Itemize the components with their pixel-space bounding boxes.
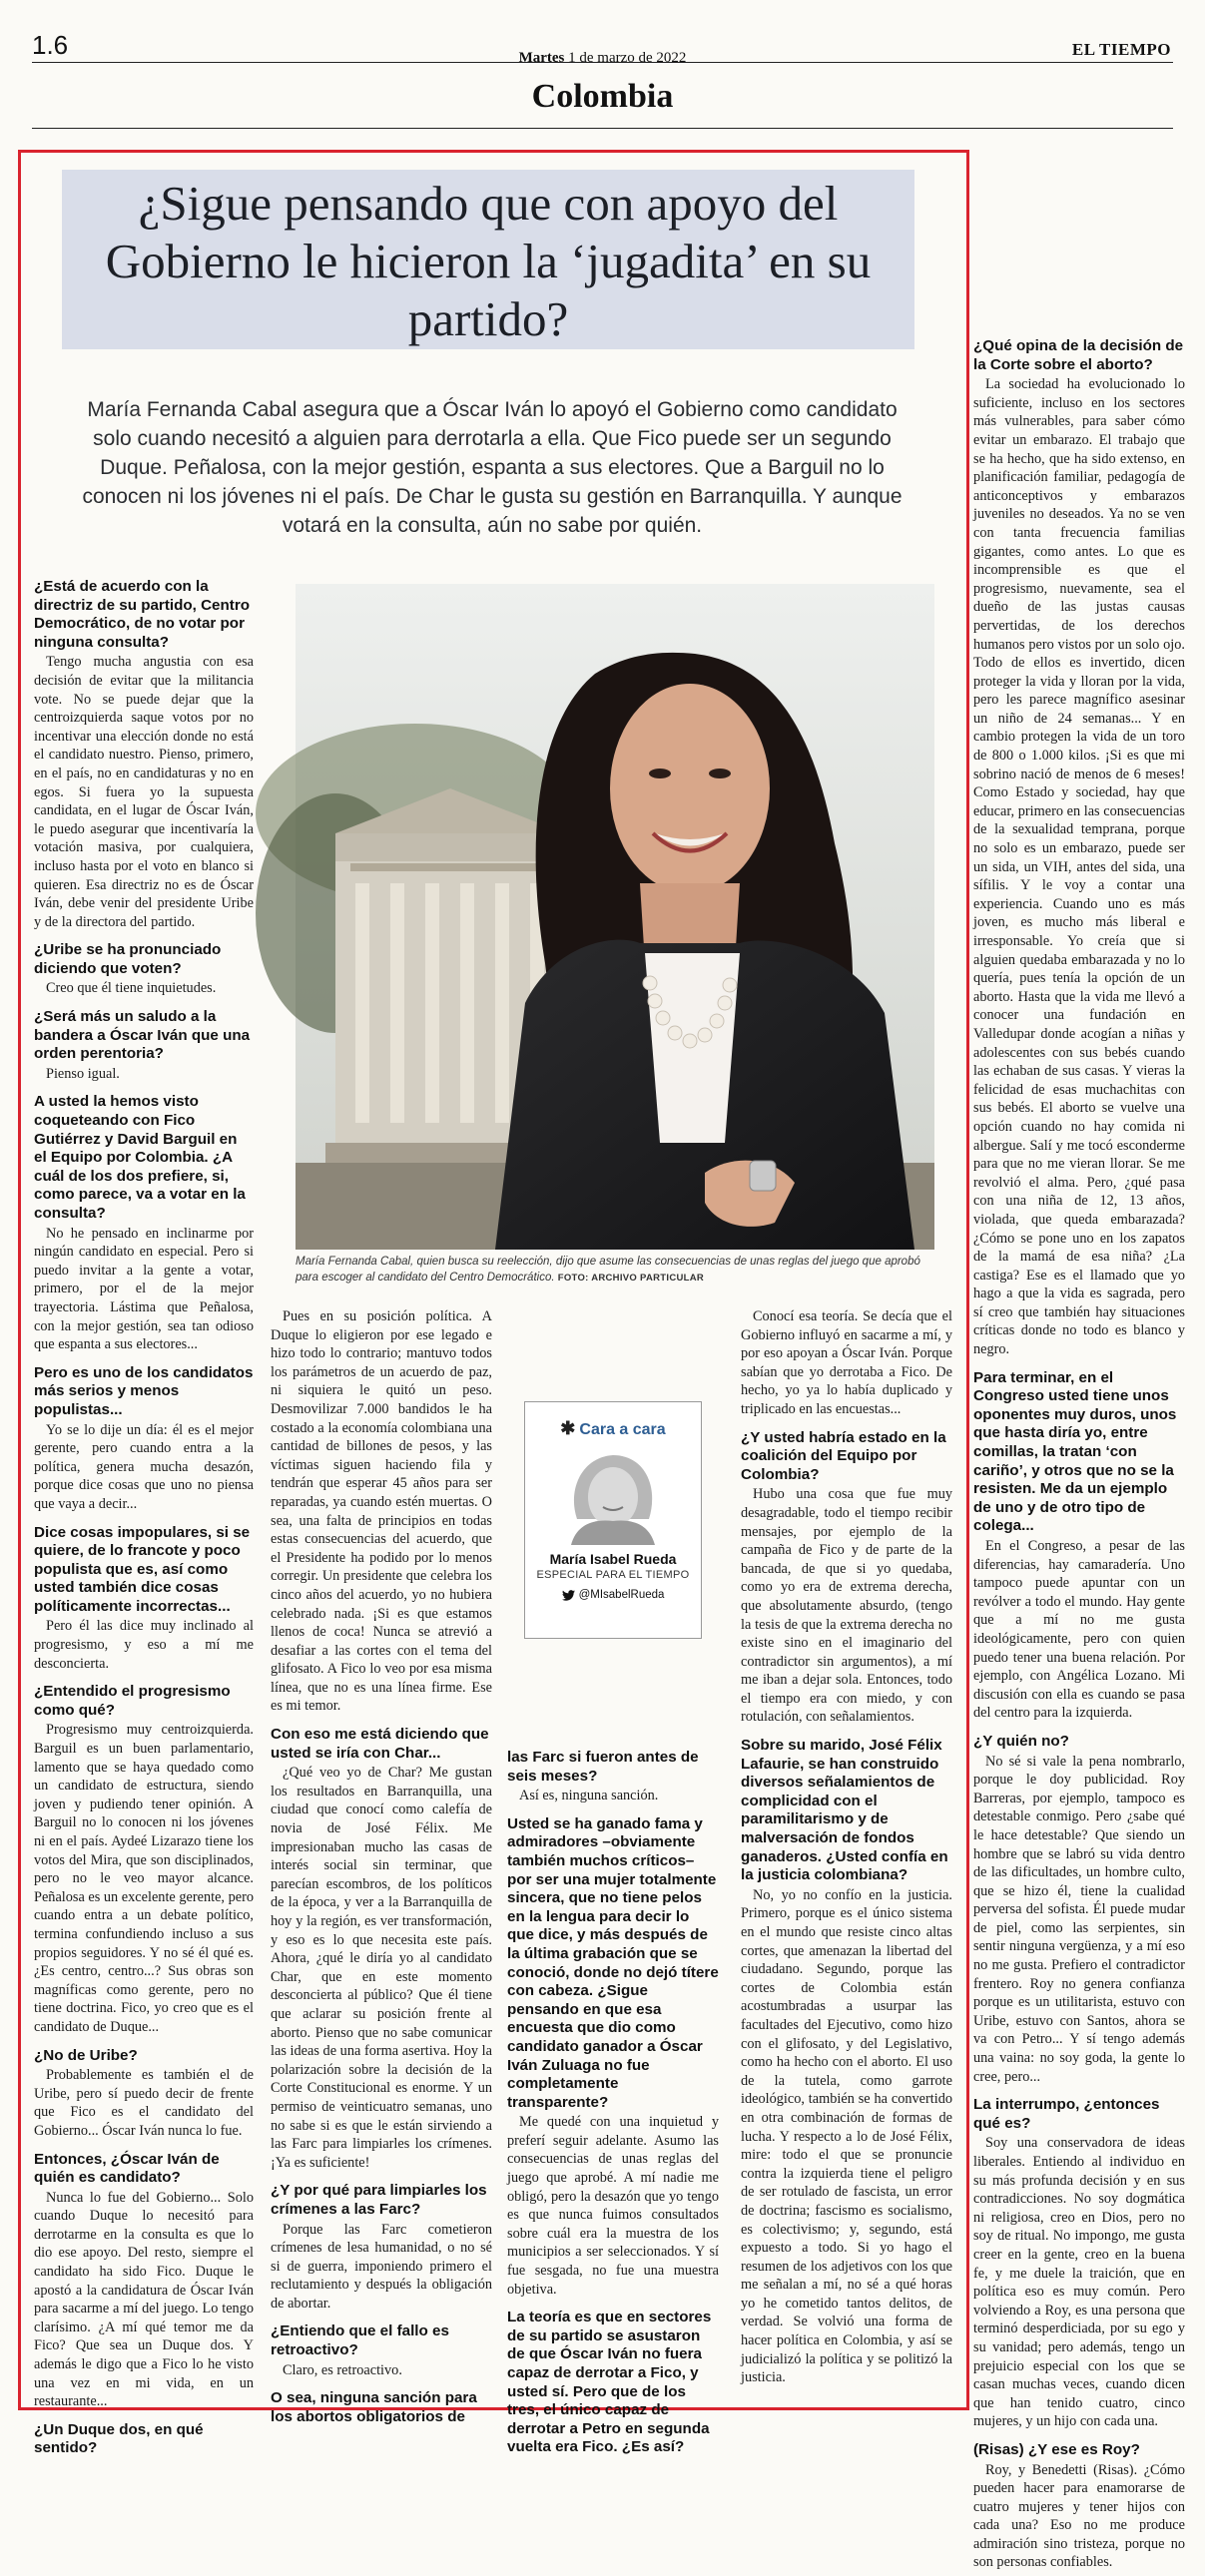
interview-answer: Progresismo muy centroizquierda. Barguil es un buen parlamentario, lamento que se haya quedado como un candidato de estructura, siendo joven y pudiendo tener opinión. A Barguil no lo conocen ni los jóvenes ni en el país. Aydeé Lizarazo tiene los votos del Mira, que son disciplinados, pero no le veo mayor alcance. Peñalosa es un excelente gerente, pero cuando entra a un debate político, termina confundiendo incluso a sus propios seguidores. Y no sé él qué es. ¿Es centro, centro...? Sus obras son magníficas como gerente, pero no tiene doctrina. Fico, yo creo que es el candidato de Duque... [34, 1722, 254, 2035]
headline-box [62, 170, 914, 349]
interview-question: Entonces, ¿Óscar Iván de quién es candidato? [34, 2150, 220, 2187]
author-name: María Isabel Rueda [549, 1551, 677, 1567]
page-number: 1.6 [32, 30, 69, 60]
date-day: Martes [518, 50, 565, 66]
handle-label: @MIsabelRueda [578, 1589, 665, 1601]
byline-card [524, 1401, 702, 1639]
photo-credit: FOTO: ARCHIVO PARTICULAR [557, 1273, 705, 1284]
interview-answer: No he pensado en inclinarme por ningún candidato en especial. Pero si puedo invitar a la gente a votar, primero, por el de la mejor trayectoria. Lástima que Peñalosa, con la mejor gestión, sea tan odioso que espanta a sus electores... [34, 1225, 254, 1353]
column-5 [973, 337, 1185, 2576]
author-handle [525, 1589, 701, 1601]
interview-answer: Probablemente es también el de Uribe, pero sí puedo decir de frente que Fico es el candidato del Gobierno... Óscar Iván nunca lo fue. [34, 2067, 254, 2139]
photo-caption [296, 1254, 934, 1287]
interview-question: A usted la hemos visto coqueteando con Fico Gutiérrez y David Barguil en el Equipo por Colombia. ¿A cuál de los dos prefiere, si, como parece, va a votar en la consulta? [34, 1093, 246, 1222]
interview-question: ¿Será más un saludo a la bandera a Óscar Iván que una orden perentoria? [34, 1008, 251, 1063]
interview-answer: No sé si vale la pena nombrarlo, porque le doy publicidad. Roy Barreras, por ejemplo, tampoco es detestable conmigo. Pero ¿sabe qué le hace detestable? Que siendo un hombre que se labró su vida dentro de las dificultades, un hombre culto, que se hizo él, tiene la cualidad perversa del sofista. Él puede mudar de piel, como las serpientes, sin sentir ninguna vergüenza, y a mí eso no me gusta. Prefiero el contradictor frentero. Roy no genera confianza porque es un utilitarista, estuvo con Uribe, estuvo con Santos, ahora se va con Petro... Y sí tengo además una vaina: no soy goda, la gente lo cree, pero... [973, 1753, 1185, 2085]
interview-answer: En el Congreso, a pesar de las diferencias, hay camaradería. Uno tampoco puede apuntar con un revólver a todo el mundo. Hay gente que a mí no me gusta ideológicamente, pero con quien puedo tener una buena relación. Por ejemplo, con Angélica Lozano. Mi discusión con ella es cuando se pasa del centro para la izquierda. [973, 1538, 1185, 1722]
column-1 [34, 578, 254, 2459]
interview-question: Sobre su marido, José Félix Lafaurie, se han construido diversos señalamientos de complicidad con el paramilitarismo y de malversación de fondos ganaderos. ¿Usted confía en la justicia colombiana? [741, 1737, 948, 1884]
interview-answer: Me quedé con una inquietud y preferí seguir adelante. Asumo las consecuencias de unas reglas del juego que aprobé. A mí nadie me obligó, pero la desazón que yo tengo es que nunca fuimos consultados sobre cuál era la muestra de los municipios a ser seleccionados. Y sí fue sesgada, no fue una muestra objetiva. [507, 2114, 719, 2298]
interview-answer: Porque las Farc cometieron crímenes de lesa humanidad, o no sé si de guerra, imponiendo primero el reclutamiento y después la obligación de abortar. [271, 2221, 492, 2312]
interview-answer: No, yo no confío en la justicia. Primero, porque es el único sistema en el mundo que resiste cinco altas cortes, que amenazan la libertad del ciudadano. Segundo, porque las cortes de Colombia están acostumbradas a usurpar las facultades del Ejecutivo, como hizo con el glifosato, y del Legislativo, como ha hecho con el aborto. El uso de la tutela, como garrote ideológico, también se ha convertido en otra combinación de formas de lucha. Y respecto a lo de José Félix, mire: todo el que se pronuncie contra la izquierda tiene el peligro de ser rotulado de fascista, un error de doctrina; fascismo es socialismo, es colectivismo; y, segundo, está expuesto a todo. Si yo hago el resumen de los adjetivos con los que me señalan a mí, no sé a qué horas yo he cometido tantos delitos, de verdad. Se volvió una forma de hacer política en Colombia, y así se judicializó la política y se politizó la justicia. [741, 1886, 952, 2386]
interview-answer: Pues en su posición política. A Duque lo eligieron por ese legado e hizo todo lo contrario; mantuvo todos los parámetros de un acuerdo de paz, ni siquiera le quitó un peso. Desmovilizar 7.000 bandidos le ha costado a la economía colombiana una cantidad de billones de pesos, y las víctimas siguen haciendo fila y tendrán que esperar 45 años para ser reparadas, ya cuando estén muertas. O sea, una falta de principios en todas estas consecuencias del acuerdo, que el Presidente ha podido por lo menos corregir. Un presidente que celebra los cinco años del acuerdo, yo no hubiera celebrado nada. ¡Si es que estamos llenos de coca! Nunca se atrevió a desafiar a las cortes con el tema del glifosato. A Fico lo veo por esa misma línea, que no es una línea firme. Ese es mi temor. [271, 1308, 492, 1715]
asterisk-icon: ✱ [560, 1418, 576, 1438]
cabal-photo [296, 584, 934, 1250]
interview-question: ¿Y usted habría estado en la coalición del Equipo por Colombia? [741, 1428, 946, 1483]
interview-answer: Conocí esa teoría. Se decía que el Gobierno influyó en sacarme a mí, y por eso apoyan a Óscar Iván. Porque sabían que yo derrotaba a Fico. De hecho, yo ya lo había duplicado y triplicado en las encuestas... [741, 1308, 952, 1417]
interview-question: Para terminar, en el Congreso usted tiene unos oponentes muy duros, unos que hasta diría yo, entre comillas, la tratan ‘con cariño’, y otros que no se la resisten. Me da un ejemplo de uno y de otro tipo de colega... [973, 1368, 1177, 1535]
interview-question: O sea, ninguna sanción para los abortos obligatorios de [271, 2389, 477, 2425]
interview-answer: Soy una conservadora de ideas liberales. Entiendo al individuo en su más profunda decisión y en sus contradicciones. No soy dogmática ni religiosa, creo en Dios, pero no soy de ritual. No impongo, me gusta creer en la gente, creo en la buena fe, y me duele la traición, que en política eso es muy común. Pero volviendo a Roy, es una persona que terminó desperdiciada, por su ego y su vanidad; pero además, tengo un prejuicio especial con los que se casan muchas veces, cuando dicen que han tenido cuatro, cinco mujeres, y un hijo con cada una. [973, 2135, 1185, 2430]
interview-question: La interrumpo, ¿entonces qué es? [973, 2096, 1160, 2132]
column-4 [741, 1307, 952, 2391]
interview-answer: Nunca lo fue del Gobierno... Solo cuando Duque lo necesitó para derrotarme en la consulta es que lo dio ese apoyo. Del resto, siempre el candidato ha sido Fico. Duque le apostó a la candidatura de Óscar Iván para sacarme a mí del juego. Lo tengo clarísimo. ¿A mí qué temor me da Fico? Que sea un Duque dos. Y además le digo que a Fico lo he visto una vez en mi vida, en un restaurante... [34, 2189, 254, 2410]
interview-answer: La sociedad ha evolucionado lo suficiente, incluso en los sectores más vulnerables, para saber cómo evitar un embarazo. El trabajo que se ha hecho, que ha sido extenso, en planificación familiar, pedagogía de anticonceptivos y embarazos juveniles no deseados. Ya no se ven con tanta frecuencia familias gigantes, como antes. Lo que es incomprensible es que el progresismo, nuevamente, sea el dueño de las justas causas pervertidas, de los derechos humanos pero vistos por un solo ojo. Todo de ellos es invertido, dicen proteger la vida y lloran por la vida, pero les parece magnífico asesinar un niño de 24 semanas... Y en cambio protegen la vida de un toro de 800 o 1.000 kilos. ¡Si es que mi sobrino nació de menos de 6 meses! Como Estado y sociedad, hay que educar, primero en las consecuencias de la sexualidad temprana, porque no solo es un embarazo, puede ser un sida, un VIH, antes del sida, una sífilis. Y le voy a contar una experiencia. Cuando uno es más joven, es mucho más liberal e irresponsable. Yo creía que si alguien quedaba embarazada y no lo quería, pues tenía la opción de un aborto. Hasta que la vida me llevó a conocer una fundación en Valledupar donde acogían a niñas y adolescentes con sus bebés cuando las echaban de sus casas. Y vieras la felicidad de esas muchachitas con sus bebés. El aborto se vuelve una opción cuando no hay comida ni albergue. Salí y me tocó esconderme para que no me vieran llorar. Se me revolvió el alma. Pero, ¿qué pasa con una niña de 12, 13 años, violada, que queda embarazada? ¿Cómo se pone uno en los zapatos de la mamá de esa niña? ¿La castiga? Ese es el llamado que yo hago a que la vida es sagrada, pero sí creo que también hay situaciones críticas donde no todo es blanco y negro. [973, 376, 1185, 1358]
kicker-label: Cara a cara [579, 1421, 666, 1438]
caption-text: María Fernanda Cabal, quien busca su reelección, dijo que asume las consecuencias de unas reglas del juego que aprobó para escoger al candidato del Centro Democrático. [296, 1256, 920, 1284]
interview-answer: Roy, y Benedetti (Risas). ¿Cómo pueden hacer para enamorarse de cuatro mujeres y tener hijos con cada una? Eso no me produce admiración sino tristeza, porque no son personas confiables. [973, 2461, 1185, 2571]
interview-question: ¿No de Uribe? [34, 2046, 138, 2064]
twitter-icon [562, 1590, 575, 1601]
interview-question: ¿Está de acuerdo con la directriz de su partido, Centro Democrático, de no votar por ninguna consulta? [34, 578, 251, 651]
column-3 [507, 1749, 719, 2458]
interview-answer: Claro, es retroactivo. [283, 2361, 402, 2378]
interview-question: La teoría es que en sectores de su partido se asustaron de que Óscar Iván no fuera capaz de derrotar a Fico, y usted sí. Pero que de los tres, el único capaz de derrotar a Petro en segunda vuelta era Fico. ¿Es así? [507, 2309, 712, 2456]
article-lead: María Fernanda Cabal asegura que a Óscar Iván lo apoyó el Gobierno como candidato solo cuando necesitó a alguien para derrotarla a ella. Que Fico puede ser un segundo Duque. Peñalosa, con la mejor gestión, espanta a sus electores. Que a Barguil no lo conocen ni los jóvenes ni el país. De Char le gusta su gestión en Barranquilla. Y aunque votará en la consulta, aún no sabe por quién. [82, 398, 903, 537]
interview-question: ¿Entiendo que el fallo es retroactivo? [271, 2322, 449, 2359]
interview-answer: Tengo mucha angustia con esa decisión de evitar que la militancia vote. No se puede dejar que la centroizquierda saque votos por no incentivar una elección donde no está el candidato nuestro. Pienso, primero, en el país, no en candidaturas y no en egos. Si fuera yo la supuesta candidata, en el lugar de Óscar Iván, le puedo asegurar que incentivaría la votación masiva, por cualquiera, incluso hasta por el voto en blanco si quieren. Esa directriz no es de Óscar Iván, debe venir del presidente Uribe y de la directora del partido. [34, 654, 254, 930]
interview-question: ¿Y por qué para limpiarles los crímenes a las Farc? [271, 2182, 487, 2218]
interview-question: las Farc si fueron antes de seis meses? [507, 1749, 699, 1785]
interview-question: Con eso me está diciendo que usted se iría con Char... [271, 1726, 489, 1762]
article-headline: ¿Sigue pensando que con apoyo del Gobierno le hicieron la ‘jugadita’ en su partido? [105, 176, 872, 346]
interview-answer: Yo se lo dije un día: él es el mejor gerente, pero cuando entra a la política, genera mucha desazón, porque dice cosas que uno no piensa que vaya a decir... [34, 1421, 254, 1512]
author-role: ESPECIAL PARA EL TIEMPO [536, 1569, 690, 1581]
interview-question: Dice cosas impopulares, si se quiere, de lo francote y poco populista que es, así como usted también dice cosas políticamente incorrectas... [34, 1523, 251, 1615]
interview-answer: Hubo una cosa que fue muy desagradable, todo el tiempo recibir mensajes, por ejemplo de la campaña de Fico y de parte de la bancada, de que si yo quedaba, como yo era de extrema derecha, que absolutamente absurdo, (tengo la tesis de que la extrema derecha no existe sino en el imaginario del contradictor sin argumentos), a mí me iban a dejar sola. Entonces, todo el tiempo era con miedo, y con rotulación, con señalamientos. [741, 1486, 952, 1726]
interview-question: Usted se ha ganado fama y admiradores –obviamente también muchos críticos– por ser una mujer totalmente sincera, que no tiene pelos en la lengua para decir lo que dice, y más después de la última grabación que se conoció, donde no dejó títere con cabeza. ¿Sigue pensando en que esa encuesta que dio como candidato ganador a Óscar Iván Zuluaga no fue completamente transparente? [507, 1814, 719, 2111]
interview-question: ¿Entendido el progresismo como qué? [34, 1683, 231, 1719]
interview-question: ¿Uribe se ha pronunciado diciendo que voten? [34, 941, 222, 977]
interview-answer: Pienso igual. [46, 1065, 120, 1082]
interview-answer: Pero él las dice muy inclinado al progresismo, y eso a mí me desconcierta. [34, 1618, 254, 1672]
interview-question: ¿Qué opina de la decisión de la Corte sobre el aborto? [973, 337, 1184, 373]
column-2 [271, 1307, 492, 2427]
date-rest: 1 de marzo de 2022 [568, 50, 687, 66]
interview-question: ¿Y quién no? [973, 1732, 1069, 1750]
card-kicker [525, 1418, 701, 1439]
author-portrait [557, 1449, 669, 1545]
interview-question: (Risas) ¿Y ese es Roy? [973, 2440, 1140, 2458]
interview-question: Pero es uno de los candidatos más serios y menos populistas... [34, 1363, 254, 1418]
interview-answer: Así es, ninguna sanción. [519, 1788, 659, 1804]
interview-answer: Creo que él tiene inquietudes. [46, 980, 217, 997]
interview-question: ¿Un Duque dos, en qué sentido? [34, 2420, 204, 2457]
section-title: Colombia [531, 78, 674, 115]
newspaper-brand: EL TIEMPO [1071, 40, 1171, 59]
section-rule [32, 128, 1173, 129]
issue-date [0, 50, 1205, 67]
interview-answer: ¿Qué veo yo de Char? Me gustan los resultados en Barranquilla, una ciudad que conocí como calefía de novia de José Félix. Me impresionaban mucho las casas de interés social sin terminar, que parecían escombros, de los políticos de la época, y ver a la Barranquilla de hoy y la región, es ver transformación, y eso es lo que necesita este país. Ahora, ¿qué le diría yo al candidato Char, que en este momento desconcierta al público? Que él tiene que aclarar su posición frente al aborto. Pienso que no sabe comunicar las ideas de una forma asertiva. Hoy la polarización sobre la decisión de la Corte Constitucional es enorme. Y un permiso de veinticuatro semanas, uno no sabe si es que le están sirviendo a las Farc para limpiarles los crímenes. ¡Ya es suficiente! [271, 1765, 492, 2171]
